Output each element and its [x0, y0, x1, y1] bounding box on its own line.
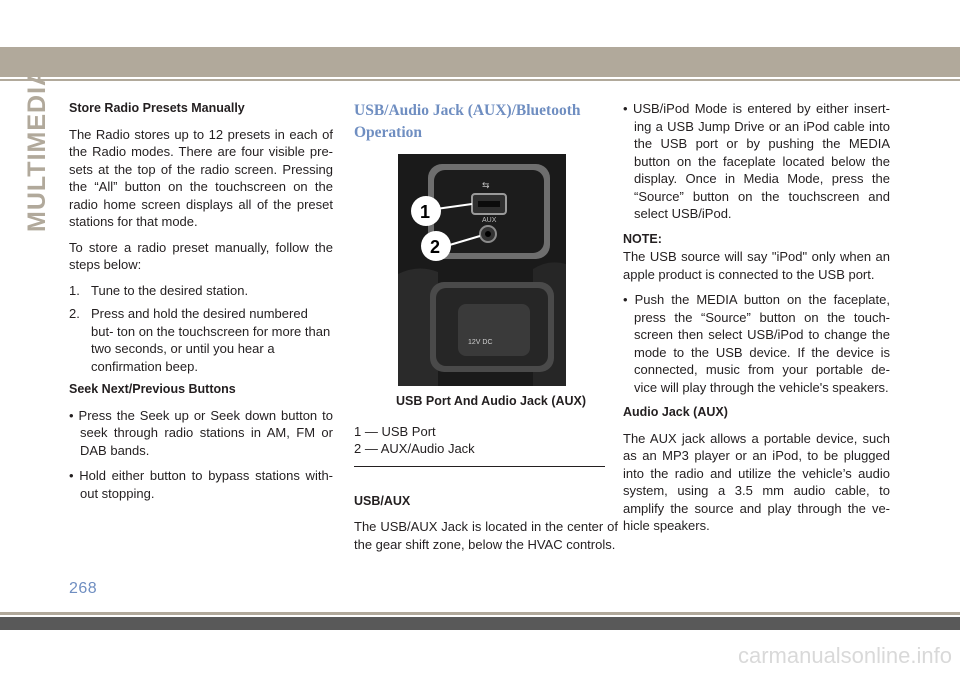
heading-usb-aux: USB/AUX — [354, 493, 411, 508]
watermark-text: carmanualsonline.info — [737, 643, 952, 668]
paragraph-audio-jack: The AUX jack allows a portable device, such as an MP3 player or an iPod, to be plugged into the radio and utilize the vehicle’s audio system, using a 3.5 mm audio cable, to amplify the source and play through the ve- hicle speakers. — [623, 430, 890, 533]
usb-aux-illustration — [398, 154, 566, 386]
note-text: The USB source will say "iPod" only when an apple product is connected to the USB port. — [623, 249, 890, 282]
heading-audio-jack: Audio Jack (AUX) — [623, 405, 728, 419]
dc-label: 12V DC — [468, 339, 493, 346]
usb-aux-figure — [398, 154, 566, 386]
step-number: 2. — [69, 306, 80, 321]
header-band — [0, 47, 960, 77]
callout-1: 1 — [420, 202, 431, 222]
aux-label: AUX — [482, 217, 497, 224]
legend-divider — [354, 466, 605, 467]
bullet-usb-mode: • USB/iPod Mode is entered by either insert- ing a USB Jump Drive or an iPod cable into the USB port or by pushing the MEDIA button on the faceplate located below the display. Once in Media Mode, press the “Source” button on the touchscreen and select USB/iPod. — [623, 101, 890, 221]
header-rule — [0, 79, 960, 81]
step-item — [69, 305, 333, 375]
step-number: 1. — [69, 282, 80, 298]
heading-seek-buttons: Seek Next/Previous Buttons — [69, 382, 236, 396]
footer-band — [0, 617, 960, 630]
usb-symbol-icon: ⇆ — [482, 181, 490, 191]
column-left — [69, 100, 333, 510]
heading-store-presets: Store Radio Presets Manually — [69, 101, 245, 115]
legend-item-usb-port: 1 — USB Port — [354, 423, 436, 439]
paragraph-presets-intro: The Radio stores up to 12 presets in each of the Radio modes. There are four visible pre- sets at the top of the radio screen. Pressing the “All” button on the touchscreen on the radio home screen displays all of the preset stations for that mode. — [69, 126, 333, 229]
callout-2: 2 — [430, 237, 441, 257]
step-item — [69, 282, 333, 300]
paragraph-presets-steps-intro: To store a radio preset manually, follow the steps below: — [69, 239, 333, 272]
note-label: NOTE: — [623, 231, 662, 246]
bullet-item: • Hold either button to bypass stations with- out stopping. — [69, 468, 333, 501]
section-side-label: MULTIMEDIA — [23, 66, 51, 232]
section-title-usb-aux: USB/Audio Jack (AUX)/Bluetooth Operation — [354, 102, 581, 141]
page-number: 268 — [69, 580, 98, 597]
column-middle — [354, 100, 618, 561]
bullet-media-button: • Push the MEDIA button on the faceplate, press the “Source” button on the touch- screen then select USB/iPod to change the mode to the USB device. If the device is connected, music from your portable de- vice will play through the vehicle's speakers. — [623, 292, 890, 395]
step-text: Tune to the desired station. — [91, 282, 249, 298]
step-text: Press and hold the desired numbered but- ton on the touchscreen for more than two seconds, or until you hear a confirmation beep. — [91, 306, 331, 374]
figure-caption: USB Port And Audio Jack (AUX) — [396, 394, 587, 408]
column-right — [623, 100, 890, 543]
top-margin — [0, 0, 960, 47]
legend-item-aux-jack: 2 — AUX/Audio Jack — [354, 440, 475, 456]
footer-rule — [0, 612, 960, 615]
paragraph-usb-aux: The USB/AUX Jack is located in the center of the gear shift zone, below the HVAC controls. — [354, 519, 618, 552]
bullet-item: • Press the Seek up or Seek down button to seek through radio stations in AM, FM or DAB bands. — [69, 407, 333, 458]
